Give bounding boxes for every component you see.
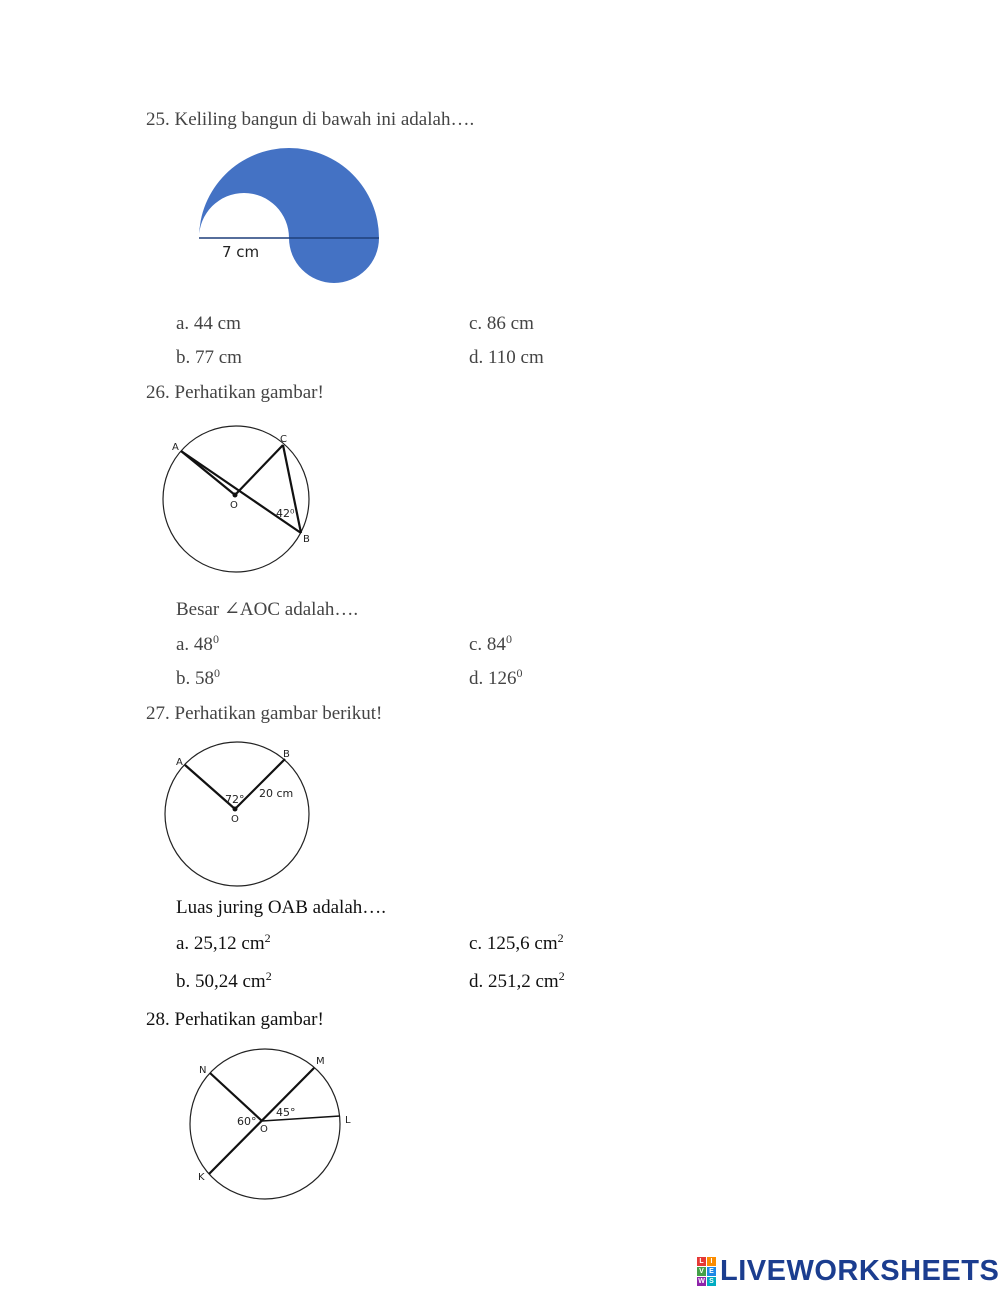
q26-option-b-text: b. 58 [176, 668, 214, 689]
logo-cell-s: S [707, 1277, 716, 1286]
brand-name: LIVEWORKSHEETS [720, 1254, 1000, 1287]
length-label: 7 cm [222, 243, 260, 261]
angle-left-label: 60° [237, 1115, 257, 1128]
q26-option-c-text: c. 84 [469, 634, 506, 655]
q27-stem: Luas juring OAB adalah…. [176, 897, 387, 918]
point-k-label: K [198, 1172, 205, 1183]
q27-option-d-sup: 2 [558, 969, 565, 983]
question-25-title: 25. Keliling bangun di bawah ini adalah…. [146, 109, 475, 130]
q25-option-b[interactable]: b. 77 cm [176, 347, 242, 368]
q26-option-c-sup: 0 [505, 632, 512, 646]
q26-option-a-text: a. 48 [176, 634, 213, 655]
liveworksheets-logo [697, 1257, 716, 1286]
q26-option-d-text: d. 126 [469, 668, 517, 689]
logo-cell-e: E [707, 1267, 716, 1276]
angle-label: 42⁰ [276, 507, 295, 520]
point-o-label: O [230, 500, 238, 511]
q27-option-b-sup: 2 [265, 969, 272, 983]
q27-option-b-text: b. 50,24 cm [176, 971, 266, 992]
line-km [209, 1068, 314, 1174]
point-m-label: M [316, 1056, 325, 1067]
liveworksheets-brand[interactable] [697, 1254, 999, 1288]
q26-option-d-sup: 0 [516, 666, 523, 680]
q25-option-a[interactable]: a. 44 cm [176, 313, 241, 334]
line-no [210, 1073, 262, 1121]
q26-option-b-sup: 0 [214, 666, 220, 680]
angle-label: 72° [225, 793, 245, 806]
logo-cell-i: I [707, 1257, 716, 1266]
point-n-label: N [199, 1065, 207, 1076]
q27-option-a-text: a. 25,12 cm [176, 933, 265, 954]
q27-option-d-text: d. 251,2 cm [469, 971, 559, 992]
point-a-label: A [172, 442, 179, 453]
q25-option-d[interactable]: d. 110 cm [469, 347, 544, 368]
point-o-label: O [231, 814, 239, 825]
question-26-title: 26. Perhatikan gambar! [146, 382, 324, 403]
question-27-title: 27. Perhatikan gambar berikut! [146, 703, 383, 724]
point-o-label: O [260, 1124, 268, 1135]
logo-cell-w: W [698, 1277, 705, 1285]
point-b-label: B [303, 534, 310, 545]
question-28-title: 28. Perhatikan gambar! [146, 1009, 324, 1030]
radius-label: 20 cm [259, 787, 294, 800]
point-b-label: B [283, 749, 290, 760]
angle-right-label: 45° [276, 1106, 296, 1119]
q26-stem: Besar ∠AOC adalah…. [176, 599, 359, 620]
line-ol [262, 1116, 340, 1121]
point-l-label: L [345, 1115, 351, 1126]
q25-option-c[interactable]: c. 86 cm [469, 313, 534, 334]
q27-option-a-sup: 2 [264, 931, 271, 945]
q27-option-c-sup: 2 [557, 931, 564, 945]
point-c-label: C [280, 434, 287, 445]
logo-cell-v: V [697, 1267, 706, 1276]
q27-option-c-text: c. 125,6 cm [469, 933, 558, 954]
point-a-label: A [176, 757, 183, 768]
logo-cell-l: L [697, 1257, 706, 1266]
q26-option-a-sup: 0 [212, 632, 219, 646]
